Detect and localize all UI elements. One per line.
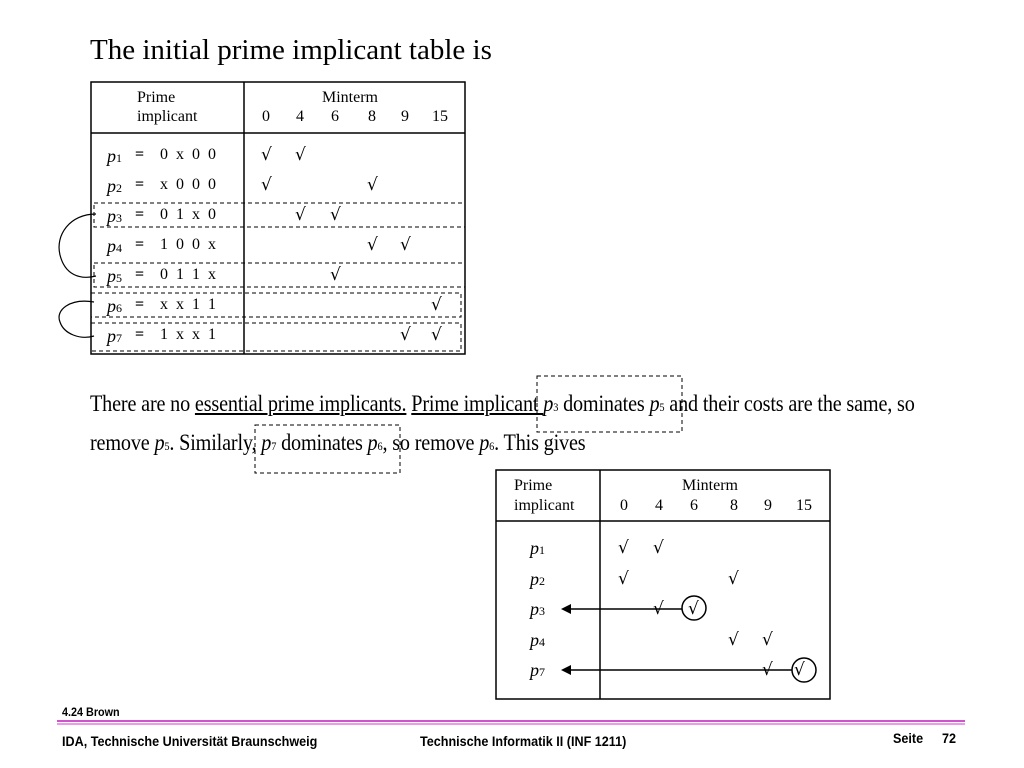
implicant-label — [107, 326, 122, 347]
table2-minterm-15: 15 — [796, 497, 812, 514]
implicant-label — [107, 176, 122, 197]
check-mark: √ — [261, 175, 272, 195]
implicant-sub: 2 — [116, 181, 122, 195]
table2-header-prime: Prime — [514, 477, 553, 494]
check-mark: √ — [295, 145, 306, 165]
table1-header-prime: Prime — [137, 89, 176, 106]
implicant-sub: 3 — [539, 604, 545, 618]
circled-check-mark: √ — [794, 660, 805, 680]
implicant-bits: 0 x 0 0 — [160, 146, 216, 163]
equals-sign: = — [135, 266, 145, 283]
check-mark: √ — [261, 145, 272, 165]
implicant-p: p — [107, 326, 116, 346]
implicant-sub: 3 — [116, 211, 122, 225]
table2-minterm-0: 0 — [620, 497, 628, 514]
footer-page-number: 72 — [942, 730, 957, 746]
check-mark: √ — [762, 629, 773, 650]
check-mark: √ — [400, 325, 411, 345]
paragraph-line-2: remove p5. Similarly, p7 dominates p6, so remove p6. This gives — [90, 430, 586, 456]
table2-minterm-4: 4 — [655, 497, 663, 514]
implicant-label — [107, 296, 122, 317]
implicant-label — [530, 599, 545, 620]
implicant-p: p — [530, 629, 539, 650]
check-mark: √ — [728, 629, 739, 650]
implicant-label — [530, 538, 545, 559]
implicant-bits: 1 0 0 x — [160, 236, 216, 253]
slide-title: The initial prime implicant table is — [90, 34, 492, 66]
implicant-label — [107, 236, 122, 257]
implicant-label — [107, 266, 122, 287]
implicant-p: p — [107, 296, 116, 316]
footer-institution: IDA, Technische Universität Braunschweig — [62, 733, 318, 749]
check-mark: √ — [295, 205, 306, 225]
footer-page-label: Seite — [893, 730, 924, 746]
implicant-p: p — [107, 176, 116, 196]
implicant-label — [530, 630, 545, 651]
implicant-bits: 0 1 1 x — [160, 266, 216, 283]
check-mark: √ — [653, 599, 664, 619]
check-mark: √ — [618, 538, 629, 558]
check-mark: √ — [618, 568, 629, 589]
implicant-sub: 1 — [539, 543, 545, 557]
check-mark: √ — [330, 205, 341, 225]
bracket-p6-p7 — [59, 301, 94, 337]
equals-sign: = — [135, 176, 145, 193]
implicant-bits: x 0 0 0 — [160, 176, 216, 193]
check-mark: √ — [728, 568, 739, 589]
implicant-label — [107, 206, 122, 227]
implicant-sub: 4 — [539, 634, 545, 649]
table2-header-minterm: Minterm — [682, 477, 738, 494]
implicant-bits: 1 x x 1 — [160, 326, 216, 343]
implicant-p: p — [107, 146, 116, 166]
dashed-box-p5 — [94, 263, 465, 287]
table2-header-implicant: implicant — [514, 497, 575, 514]
check-mark: √ — [762, 660, 773, 680]
implicant-p: p — [530, 538, 539, 558]
credit-label: 4.24 Brown — [62, 705, 120, 719]
equals-sign: = — [135, 326, 145, 343]
dashed-box-p3 — [94, 203, 465, 227]
implicant-p: p — [530, 599, 539, 619]
table1-minterm-8: 8 — [368, 108, 376, 125]
implicant-label — [530, 569, 545, 590]
footer-rule-light — [57, 723, 965, 725]
check-mark: √ — [431, 295, 442, 315]
implicant-sub: 7 — [539, 665, 545, 679]
implicant-sub: 1 — [116, 151, 122, 165]
equals-sign: = — [135, 236, 145, 253]
implicant-p: p — [530, 568, 539, 589]
implicant-sub: 6 — [116, 301, 122, 315]
implicant-label — [107, 146, 122, 167]
table2-minterm-8: 8 — [730, 497, 738, 514]
equals-sign: = — [135, 296, 145, 313]
implicant-sub: 4 — [116, 241, 122, 255]
table1-minterm-6: 6 — [331, 108, 339, 125]
circled-check-mark: √ — [688, 599, 699, 619]
check-mark: √ — [367, 175, 378, 195]
check-mark: √ — [653, 538, 664, 558]
check-mark: √ — [400, 235, 411, 255]
check-mark: √ — [431, 325, 442, 345]
implicant-p: p — [107, 236, 116, 256]
table2-minterm-9: 9 — [764, 497, 772, 514]
table1-minterm-15: 15 — [432, 108, 448, 125]
footer-course: Technische Informatik II (INF 1211) — [420, 733, 627, 749]
equals-sign: = — [135, 206, 145, 223]
paragraph-line-1: There are no essential prime implicants. Prime implicant p3 dominates p5 and their costs are the same, so — [90, 391, 915, 417]
implicant-sub: 7 — [116, 331, 122, 345]
footer-rule — [57, 720, 965, 722]
implicant-bits: x x 1 1 — [160, 296, 216, 313]
table1-minterm-4: 4 — [296, 108, 304, 125]
essential-link: essential prime implicants. — [194, 391, 407, 417]
check-mark: √ — [330, 265, 341, 285]
table2-minterm-6: 6 — [690, 497, 698, 514]
table1-minterm-0: 0 — [262, 108, 270, 125]
implicant-sub: 2 — [539, 573, 545, 588]
check-mark: √ — [367, 235, 378, 255]
table1-minterm-9: 9 — [401, 108, 409, 125]
table1-header-minterm: Minterm — [322, 89, 378, 106]
dashed-box-p6 — [91, 293, 461, 317]
implicant-label — [530, 660, 545, 681]
implicant-p: p — [530, 660, 539, 680]
equals-sign: = — [135, 146, 145, 163]
implicant-p: p — [107, 206, 116, 226]
implicant-bits: 0 1 x 0 — [160, 206, 216, 223]
implicant-p: p — [107, 266, 116, 286]
table1-header-implicant: implicant — [137, 108, 198, 125]
implicant-sub: 5 — [116, 271, 122, 285]
